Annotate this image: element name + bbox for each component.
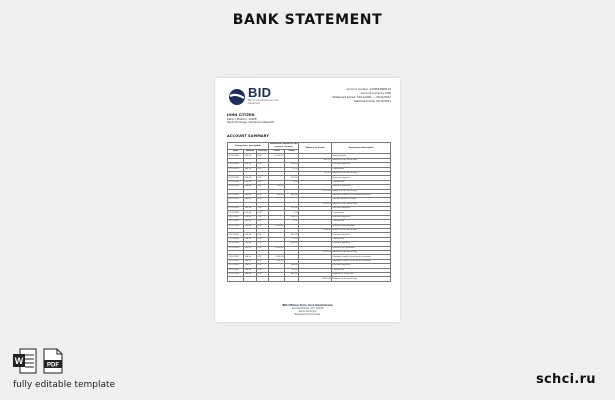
table-cell: Refund of the purchase (332, 224, 391, 228)
table-cell: 13/11/2021 (228, 246, 244, 250)
customer-address-line: Santo Domingo, Dominican Republic (227, 121, 275, 125)
table-cell (257, 277, 269, 281)
table-cell: Payment of utility bills (332, 272, 391, 276)
statement-document (215, 78, 400, 322)
table-cell: Commission (332, 167, 391, 171)
table-cell: 150.00 (244, 207, 257, 211)
table-cell: 440.00 (285, 193, 299, 197)
table-cell: DOP (257, 180, 269, 184)
table-cell: 1,021.00 (299, 189, 332, 193)
table-subheader-cell: Currency (257, 150, 268, 153)
table-cell: 220.00 (244, 176, 257, 180)
table-cell: 285.00 (285, 163, 299, 167)
table-cell: Commission (332, 237, 391, 241)
table-cell: 2,400.00 (269, 224, 285, 228)
table-cell: 150.00 (244, 211, 257, 215)
table-cell: DOP (257, 211, 269, 215)
table-cell: 343.00 (244, 167, 257, 171)
account-currency: Account Currency: DOP (360, 91, 391, 95)
table-cell: 2,504.00 (299, 229, 332, 233)
header-amount: Transaction amount in the account currency (269, 143, 298, 148)
table-cell: 15/11/2021 (228, 255, 244, 259)
document-footer (215, 304, 400, 316)
table-cell: 3,000.00 (269, 246, 285, 250)
transactions-table (227, 142, 391, 282)
table-cell: 02/11/2021 (228, 176, 244, 180)
table-cell: Balance at the end of day (332, 158, 391, 162)
table-cell: 104.00 (244, 264, 257, 268)
table-cell: DOP (257, 264, 269, 268)
table-cell: DOP (257, 167, 269, 171)
bank-logo-icon (227, 87, 247, 107)
statement-date: Statement date: 01/12/2021 (354, 99, 391, 103)
table-cell: 243.00 (244, 193, 257, 197)
table-cell: DOP (257, 268, 269, 272)
account-number: Account number: 1234567890123 (346, 88, 391, 91)
account-summary-title: ACCOUNT SUMMARY (227, 134, 270, 138)
pdf-icon-label: PDF (47, 362, 59, 369)
bank-subtitle: Banco Interamericano de Desarrollo (248, 99, 279, 105)
table-cell: Commission (332, 211, 391, 215)
footer-office: BID Oficina Torre Acra Dominicana (282, 304, 333, 307)
pdf-file-icon (43, 348, 63, 374)
table-cell: DOP (257, 215, 269, 219)
table-cell (228, 277, 244, 281)
table-cell: Balance at the end of day (332, 277, 391, 281)
table-cell: DOP (257, 255, 269, 259)
table-cell: 01/11/2021 (228, 154, 244, 158)
table-cell: 17,000.00 (269, 154, 285, 158)
table-cell: Balance at the end of day (332, 202, 391, 206)
table-cell: DOP (257, 198, 269, 202)
table-cell: DOP (257, 233, 269, 237)
table-cell: Purchase payment (332, 233, 391, 237)
table-cell: 285.00 (285, 242, 299, 246)
table-cell: 02/11/2021 (228, 180, 244, 184)
table-cell: 10/11/2021 (228, 224, 244, 228)
table-cell: 2,313.00 (299, 277, 332, 281)
table-cell: 100.00 (285, 176, 299, 180)
table-subheader-cell: Amount (244, 150, 257, 154)
table-row (228, 277, 391, 281)
table-cell: 235.00 (285, 207, 299, 211)
table-cell: DOP (257, 154, 269, 158)
word-icon-letter: W (14, 356, 24, 366)
table-cell: Purchase payment (332, 176, 391, 180)
page-title: BANK STATEMENT (232, 12, 383, 28)
table-cell: 129.00 (244, 220, 257, 224)
table-cell: 01/11/2021 (228, 167, 244, 171)
table-cell: Balance at the end of day (332, 250, 391, 254)
table-cell: 400.00 (269, 259, 285, 263)
table-cell: 913.00 (299, 171, 332, 175)
table-cell: DOP (257, 272, 269, 276)
table-cell: Purchase payment (332, 242, 391, 246)
table-cell: 12.00 (285, 167, 299, 171)
table-cell: Interbank transfer from another account (332, 259, 391, 263)
table-cell: 220.00 (244, 180, 257, 184)
table-cell: 104.00 (244, 255, 257, 259)
table-cell: 129.00 (244, 215, 257, 219)
site-name: schci.ru (536, 372, 596, 387)
table-subheader-cell: Date (228, 150, 244, 154)
table-cell: Purchase payment (332, 264, 391, 268)
table-cell: 104.00 (244, 272, 257, 276)
table-cell: DOP (257, 207, 269, 211)
table-cell: Commission (332, 220, 391, 224)
bank-name: BID (248, 85, 272, 100)
table-cell: DOP (257, 224, 269, 228)
customer-name: JOHN CITIZEN (227, 113, 255, 117)
statement-period: Statement period: 01/11/2021 — 30/11/2021 (332, 95, 391, 99)
table-cell: 185.00 (285, 215, 299, 219)
table-cell: 343.00 (244, 163, 257, 167)
table-cell: 110.00 (244, 246, 257, 250)
table-cell: 1,925.00 (299, 250, 332, 254)
table-cell: 12.00 (285, 268, 299, 272)
table-cell: 07/11/2021 (228, 211, 244, 215)
table-cell: DOP (257, 259, 269, 263)
footer-country: Republica Dominicana (294, 313, 321, 316)
table-cell: Purchase payment (332, 207, 391, 211)
table-cell: 400.00 (269, 193, 285, 197)
table-cell: 20/11/2021 (228, 264, 244, 268)
table-cell: 20/11/2021 (228, 268, 244, 272)
table-cell: Balance at the end of day (332, 189, 391, 193)
table-subheader-cell: Credit (269, 150, 285, 154)
customer-address-line: Calle 3 Mirador, 10108 (227, 117, 257, 121)
table-cell: 243.00 (244, 198, 257, 202)
table-cell: Commission (332, 268, 391, 272)
table-cell: 11/11/2021 (228, 237, 244, 241)
table-cell: 16/11/2021 (228, 259, 244, 263)
table-cell: Internal transfer of funds (332, 198, 391, 202)
table-cell: Balance at the end of day (332, 229, 391, 233)
customer-block (227, 114, 274, 125)
table-cell: DOP (257, 237, 269, 241)
table-cell: Balance at the end of day (332, 171, 391, 175)
table-cell: 183.00 (244, 185, 257, 189)
header-balance: Balance at th end (299, 143, 332, 154)
table-subheader-cell: Debit (285, 150, 299, 154)
footer-address: Avenida Bolivar 227, 10108 (291, 307, 324, 310)
table-cell: 104.00 (244, 259, 257, 263)
table-cell: 343.00 (244, 154, 257, 158)
table-cell: DOP (257, 176, 269, 180)
editable-caption: fully editable template (13, 380, 116, 390)
header-transactions: Transaction, description (228, 143, 269, 150)
table-cell: Purchase payment (332, 215, 391, 219)
table-cell: Interbank transfer from another account (332, 193, 391, 197)
table-cell: 1,214.00 (299, 202, 332, 206)
table-cell: DOP (257, 185, 269, 189)
table-cell: 640.00 (285, 272, 299, 276)
table-cell: DOP (257, 163, 269, 167)
table-cell: 560.00 (285, 264, 299, 268)
table-cell: 03/11/2021 (228, 185, 244, 189)
table-cell: Interbank transfer from another account (332, 255, 391, 259)
table-cell: 04/11/2021 (228, 198, 244, 202)
table-cell: Salary deposit (332, 154, 391, 158)
table-cell: 08/11/2021 (228, 215, 244, 219)
table-cell (244, 277, 257, 281)
table-cell: 114.00 (244, 233, 257, 237)
table-cell: 12/11/2021 (228, 242, 244, 246)
table-cell: DOP (257, 193, 269, 197)
table-cell: 5.00 (285, 220, 299, 224)
table-cell (269, 277, 285, 281)
table-cell: 825.00 (299, 158, 332, 162)
table-cell (285, 277, 299, 281)
header-description: Transaction description (332, 143, 391, 154)
word-file-icon (13, 348, 37, 374)
table-cell: 5.00 (285, 237, 299, 241)
table-cell: DOP (257, 246, 269, 250)
table-cell: 11/11/2021 (228, 233, 244, 237)
table-cell: 100.00 (269, 185, 285, 189)
account-info (309, 88, 391, 104)
table-cell: 07/11/2021 (228, 207, 244, 211)
table-cell: 01/11/2021 (228, 163, 244, 167)
table-cell: Purchase payment (332, 163, 391, 167)
table-cell: 22/11/2021 (228, 272, 244, 276)
table-cell: 114.00 (244, 237, 257, 241)
table-cell: Refund of the purchase (332, 246, 391, 250)
table-cell: 09/11/2021 (228, 220, 244, 224)
table-cell: DOP (257, 242, 269, 246)
table-cell: 8.00 (285, 180, 299, 184)
table-cell: DOP (257, 220, 269, 224)
footer-city: Santo Domingo (298, 310, 317, 313)
table-cell: Refund of purchase (332, 185, 391, 189)
table-cell: 120.00 (244, 224, 257, 228)
table-cell: 104.00 (244, 268, 257, 272)
table-cell: Commission (332, 180, 391, 184)
table-cell: 04/11/2021 (228, 193, 244, 197)
table-cell: 5.00 (285, 211, 299, 215)
table-cell: 245.00 (285, 233, 299, 237)
table-cell: 110.00 (244, 242, 257, 246)
table-cell: 1,200.00 (269, 255, 285, 259)
